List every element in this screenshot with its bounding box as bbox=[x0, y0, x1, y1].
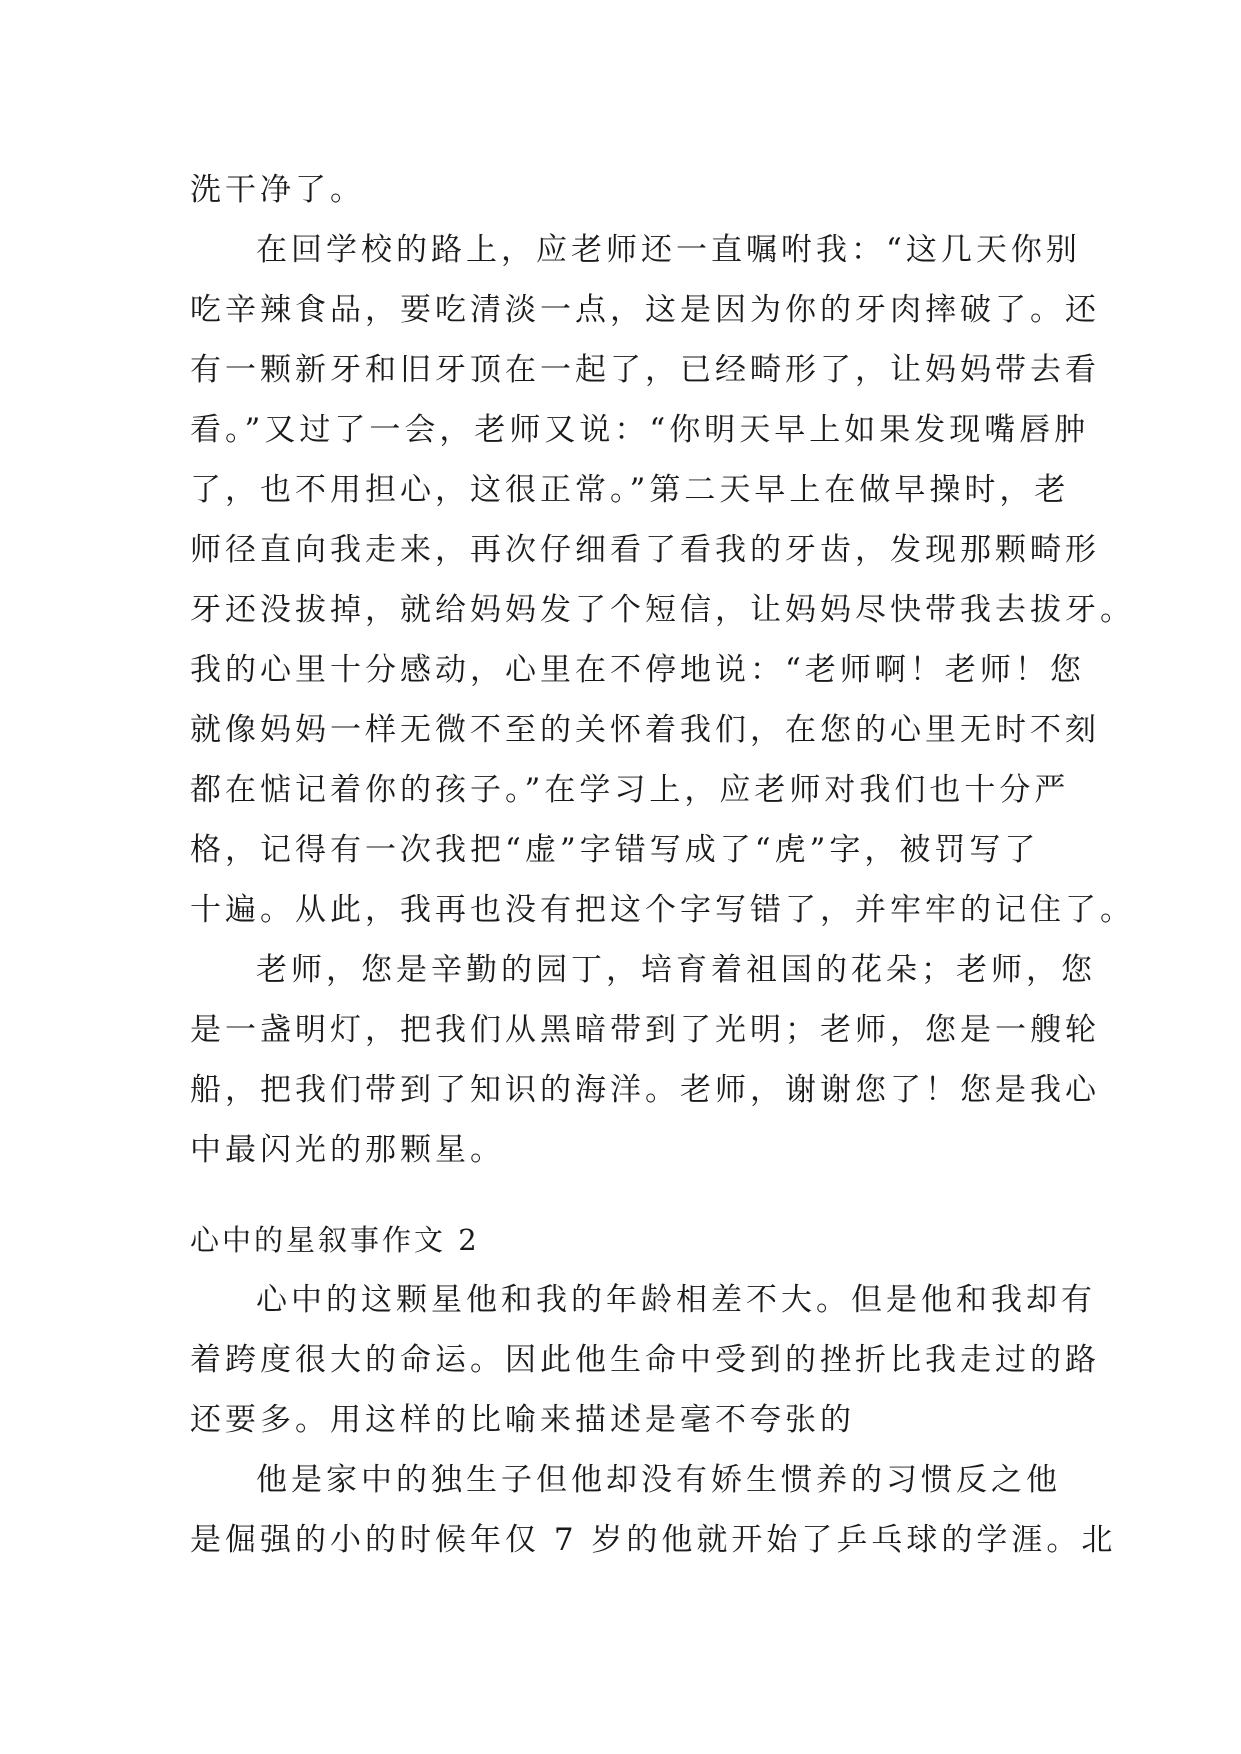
text-line: 有一颗新牙和旧牙顶在一起了，已经畸形了，让妈妈带去看 bbox=[190, 352, 1100, 388]
text-line: 看。”又过了一会，老师又说：“你明天早上如果发现嘴唇肿 bbox=[190, 412, 1090, 448]
text-line: 吃辛辣食品，要吃清淡一点，这是因为你的牙肉摔破了。还 bbox=[190, 292, 1100, 328]
section-heading: 心中的星叙事作文 2 bbox=[190, 1223, 480, 1257]
paragraph-start-line: 老师，您是辛勤的园丁，培育着祖国的花朵；老师，您 bbox=[256, 952, 1096, 988]
paragraph-start-line: 他是家中的独生子但他却没有娇生惯养的习惯反之他 bbox=[256, 1462, 1061, 1498]
text-line: 了，也不用担心，这很正常。”第二天早上在做早操时，老 bbox=[190, 472, 1070, 508]
text-line: 中最闪光的那颗星。 bbox=[190, 1132, 505, 1168]
text-line: 洗干净了。 bbox=[190, 172, 365, 208]
essay-section-1 bbox=[190, 160, 1135, 1180]
text-line: 还要多。用这样的比喻来描述是毫不夸张的 bbox=[190, 1402, 855, 1438]
paragraph-start-line: 在回学校的路上，应老师还一直嘱咐我：“这几天你别 bbox=[256, 232, 1081, 268]
text-line: 是一盏明灯，把我们从黑暗带到了光明；老师，您是一艘轮 bbox=[190, 1012, 1100, 1048]
text-line: 牙还没拔掉，就给妈妈发了个短信，让妈妈尽快带我去拔牙。 bbox=[190, 592, 1135, 628]
text-line: 着跨度很大的命运。因此他生命中受到的挫折比我走过的路 bbox=[190, 1342, 1100, 1378]
text-line: 十遍。从此，我再也没有把这个字写错了，并牢牢的记住了。 bbox=[190, 892, 1135, 928]
text-line: 师径直向我走来，再次仔细看了看我的牙齿，发现那颗畸形 bbox=[190, 532, 1100, 568]
text-line: 是倔强的小的时候年仅 7 岁的他就开始了乒乓球的学涯。北 bbox=[190, 1522, 1117, 1558]
text-line: 就像妈妈一样无微不至的关怀着我们，在您的心里无时不刻 bbox=[190, 712, 1100, 748]
text-line: 都在惦记着你的孩子。”在学习上，应老师对我们也十分严 bbox=[190, 772, 1070, 808]
essay-section-2 bbox=[190, 1270, 1117, 1570]
text-line: 船，把我们带到了知识的海洋。老师，谢谢您了！您是我心 bbox=[190, 1072, 1100, 1108]
text-line: 我的心里十分感动，心里在不停地说：“老师啊！老师！您 bbox=[190, 652, 1085, 688]
text-line: 格，记得有一次我把“虚”字错写成了“虎”字，被罚写了 bbox=[190, 832, 1040, 868]
paragraph-start-line: 心中的这颗星他和我的年龄相差不大。但是他和我却有 bbox=[256, 1282, 1096, 1318]
